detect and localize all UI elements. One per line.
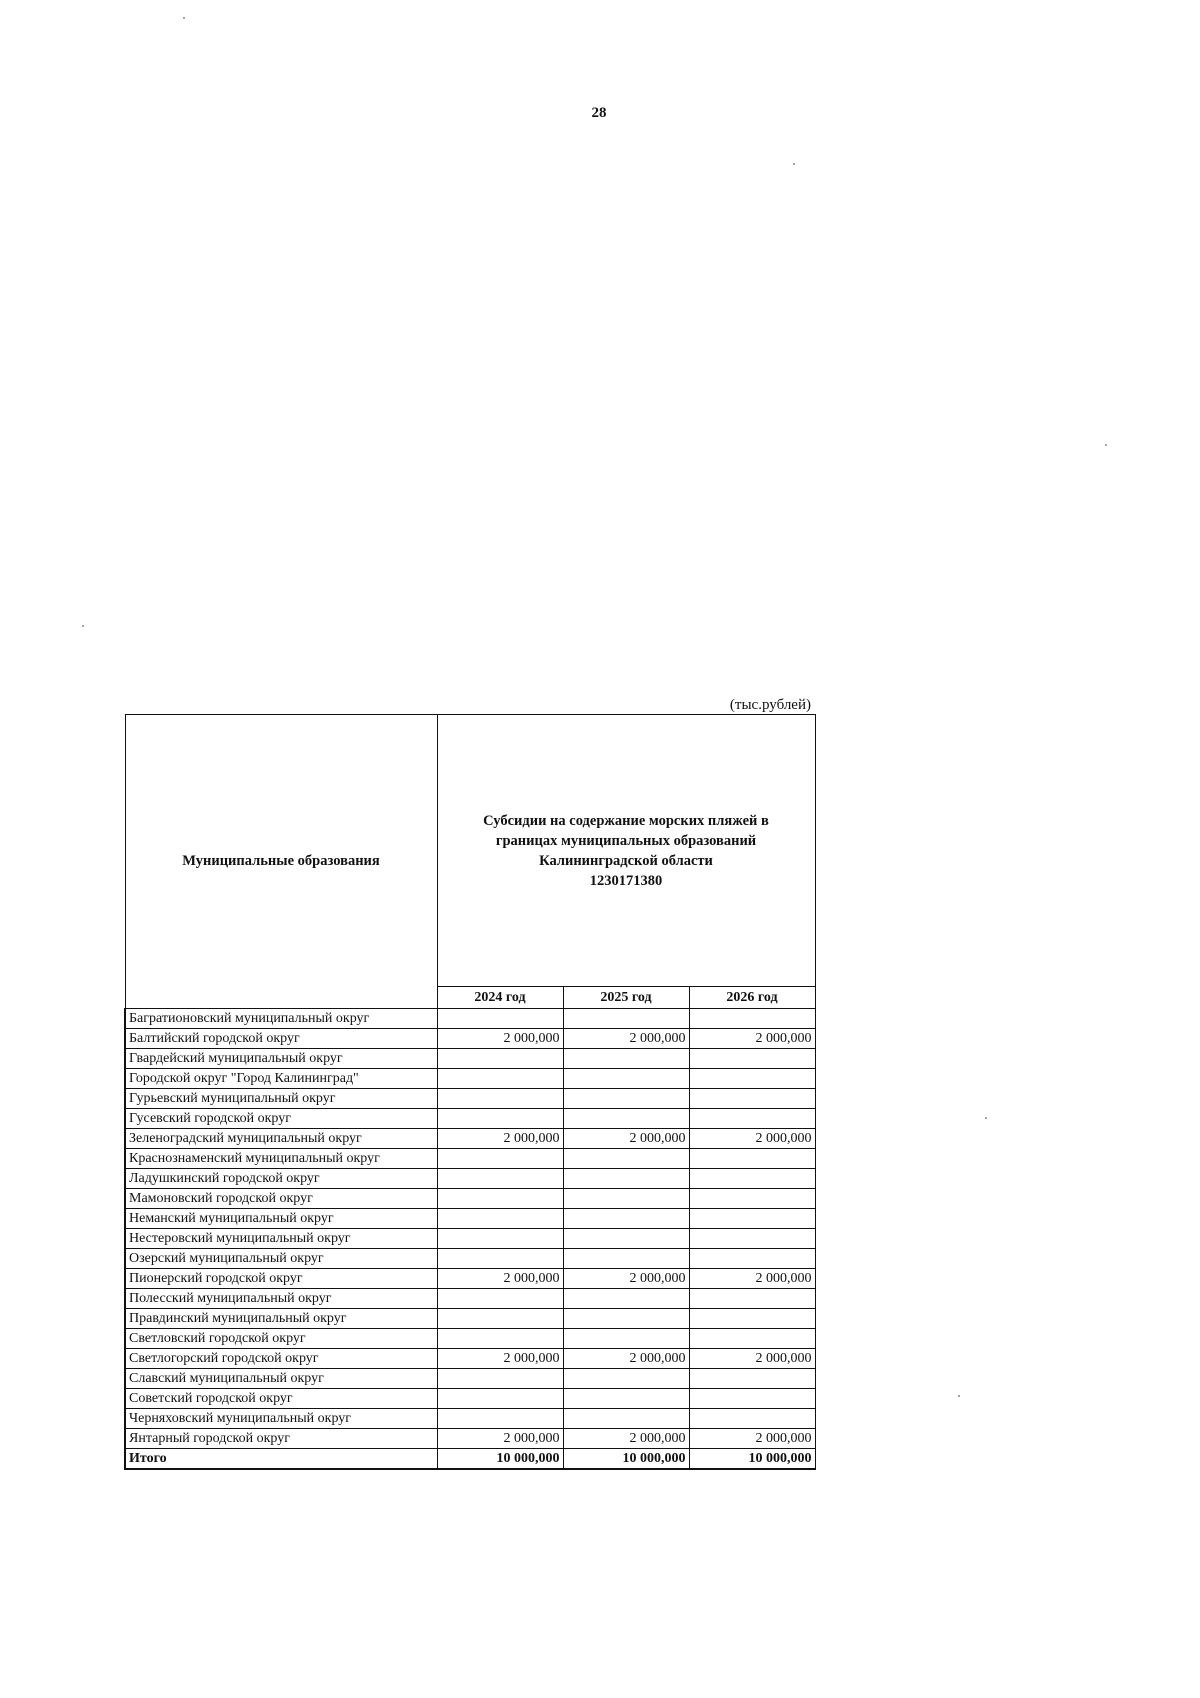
value-2026 — [689, 1169, 815, 1189]
table-row — [125, 1369, 815, 1389]
value-2024 — [437, 1149, 563, 1169]
table-row — [125, 1349, 815, 1369]
value-2026 — [689, 1389, 815, 1409]
municipality-name: Балтийский городской округ — [125, 1029, 437, 1049]
value-2026: 2 000,000 — [689, 1129, 815, 1149]
value-2024 — [437, 1209, 563, 1229]
header-subsidy — [437, 715, 815, 987]
municipality-name: Городской округ "Город Калининград" — [125, 1069, 437, 1089]
value-2024 — [437, 1069, 563, 1089]
value-2024 — [437, 1229, 563, 1249]
table-row — [125, 1269, 815, 1289]
municipality-name: Ладушкинский городской округ — [125, 1169, 437, 1189]
value-2025 — [563, 1229, 689, 1249]
table-row — [125, 1049, 815, 1069]
table-row — [125, 1029, 815, 1049]
value-2026 — [689, 1049, 815, 1069]
value-2025: 2 000,000 — [563, 1029, 689, 1049]
table-row — [125, 1309, 815, 1329]
municipality-name: Светлогорский городской округ — [125, 1349, 437, 1369]
value-2024: 2 000,000 — [437, 1429, 563, 1449]
value-2024 — [437, 1409, 563, 1429]
page-number: 28 — [591, 105, 607, 121]
municipality-name: Нестеровский муниципальный округ — [125, 1229, 437, 1249]
table-row — [125, 1189, 815, 1209]
table-row — [125, 1209, 815, 1229]
table-row — [125, 1429, 815, 1449]
value-2025 — [563, 1329, 689, 1349]
municipality-name: Багратионовский муниципальный округ — [125, 1009, 437, 1029]
value-2026 — [689, 1409, 815, 1429]
municipality-name: Гусевский городской округ — [125, 1109, 437, 1129]
municipality-name: Мамоновский городской округ — [125, 1189, 437, 1209]
value-2026 — [689, 1009, 815, 1029]
value-2026 — [689, 1209, 815, 1229]
scan-speck — [793, 163, 795, 165]
municipality-name: Светловский городской округ — [125, 1329, 437, 1349]
value-2026 — [689, 1229, 815, 1249]
total-2024: 10 000,000 — [437, 1449, 563, 1470]
value-2025 — [563, 1289, 689, 1309]
table-row — [125, 1229, 815, 1249]
value-2025: 2 000,000 — [563, 1349, 689, 1369]
municipality-name: Зеленоградский муниципальный округ — [125, 1129, 437, 1149]
value-2026 — [689, 1089, 815, 1109]
value-2025 — [563, 1409, 689, 1429]
value-2026 — [689, 1329, 815, 1349]
value-2026 — [689, 1309, 815, 1329]
table-row — [125, 1249, 815, 1269]
value-2024 — [437, 1009, 563, 1029]
table-row — [125, 1389, 815, 1409]
value-2025 — [563, 1109, 689, 1129]
header-subsidy-line: Субсидии на содержание морских пляжей в — [483, 812, 769, 829]
value-2025 — [563, 1149, 689, 1169]
total-2026: 10 000,000 — [689, 1449, 815, 1470]
table-row — [125, 1129, 815, 1149]
value-2026 — [689, 1109, 815, 1129]
municipality-name: Славский муниципальный округ — [125, 1369, 437, 1389]
value-2026 — [689, 1289, 815, 1309]
table-row — [125, 1169, 815, 1189]
value-2025 — [563, 1309, 689, 1329]
unit-label: (тыс.рублей) — [729, 697, 811, 713]
table-row — [125, 1289, 815, 1309]
header-municipalities: Муниципальные образования — [125, 715, 437, 1009]
municipality-name: Янтарный городской округ — [125, 1429, 437, 1449]
table-row — [125, 1149, 815, 1169]
value-2026: 2 000,000 — [689, 1349, 815, 1369]
municipality-name: Черняховский муниципальный округ — [125, 1409, 437, 1429]
value-2025 — [563, 1169, 689, 1189]
table-header-row — [125, 715, 815, 987]
scan-speck — [985, 1117, 987, 1119]
subsidy-table — [124, 714, 816, 1470]
municipality-name: Озерский муниципальный округ — [125, 1249, 437, 1269]
table-row — [125, 1409, 815, 1429]
header-year-2026: 2026 год — [689, 987, 815, 1009]
total-2025: 10 000,000 — [563, 1449, 689, 1470]
table-total-row — [125, 1449, 815, 1470]
value-2024 — [437, 1289, 563, 1309]
scan-speck — [82, 625, 84, 627]
header-year-2024: 2024 год — [437, 987, 563, 1009]
value-2024 — [437, 1389, 563, 1409]
table-row — [125, 1109, 815, 1129]
municipality-name: Полесский муниципальный округ — [125, 1289, 437, 1309]
value-2024 — [437, 1249, 563, 1269]
value-2025: 2 000,000 — [563, 1269, 689, 1289]
header-subsidy-line: Калининградской области — [539, 852, 713, 869]
value-2024 — [437, 1109, 563, 1129]
value-2024: 2 000,000 — [437, 1269, 563, 1289]
value-2025 — [563, 1009, 689, 1029]
value-2025 — [563, 1249, 689, 1269]
value-2024 — [437, 1369, 563, 1389]
municipality-name: Неманский муниципальный округ — [125, 1209, 437, 1229]
municipality-name: Гвардейский муниципальный округ — [125, 1049, 437, 1069]
value-2025: 2 000,000 — [563, 1129, 689, 1149]
value-2026: 2 000,000 — [689, 1029, 815, 1049]
value-2025 — [563, 1089, 689, 1109]
scan-speck — [1105, 444, 1107, 446]
value-2024 — [437, 1169, 563, 1189]
scan-speck — [183, 17, 185, 19]
value-2026 — [689, 1189, 815, 1209]
municipality-name: Краснознаменский муниципальный округ — [125, 1149, 437, 1169]
value-2025: 2 000,000 — [563, 1429, 689, 1449]
value-2024: 2 000,000 — [437, 1029, 563, 1049]
municipality-name: Гурьевский муниципальный округ — [125, 1089, 437, 1109]
value-2024 — [437, 1329, 563, 1349]
value-2024 — [437, 1189, 563, 1209]
value-2025 — [563, 1189, 689, 1209]
value-2025 — [563, 1069, 689, 1089]
municipality-name: Советский городской округ — [125, 1389, 437, 1409]
value-2026: 2 000,000 — [689, 1429, 815, 1449]
table-row — [125, 1329, 815, 1349]
table-row — [125, 1089, 815, 1109]
value-2026 — [689, 1069, 815, 1089]
value-2026 — [689, 1149, 815, 1169]
header-subsidy-line: границах муниципальных образований — [495, 832, 757, 849]
value-2026: 2 000,000 — [689, 1269, 815, 1289]
table-row — [125, 1009, 815, 1029]
header-year-2025: 2025 год — [563, 987, 689, 1009]
value-2025 — [563, 1049, 689, 1069]
value-2025 — [563, 1209, 689, 1229]
value-2024: 2 000,000 — [437, 1129, 563, 1149]
municipality-name: Пионерский городской округ — [125, 1269, 437, 1289]
value-2025 — [563, 1369, 689, 1389]
value-2024 — [437, 1049, 563, 1069]
value-2026 — [689, 1369, 815, 1389]
value-2026 — [689, 1249, 815, 1269]
value-2024 — [437, 1309, 563, 1329]
value-2024 — [437, 1089, 563, 1109]
scan-speck — [958, 1395, 960, 1397]
value-2025 — [563, 1389, 689, 1409]
total-label: Итого — [125, 1449, 437, 1470]
value-2024: 2 000,000 — [437, 1349, 563, 1369]
table-row — [125, 1069, 815, 1089]
municipality-name: Правдинский муниципальный округ — [125, 1309, 437, 1329]
header-subsidy-code: 1230171380 — [589, 872, 663, 889]
